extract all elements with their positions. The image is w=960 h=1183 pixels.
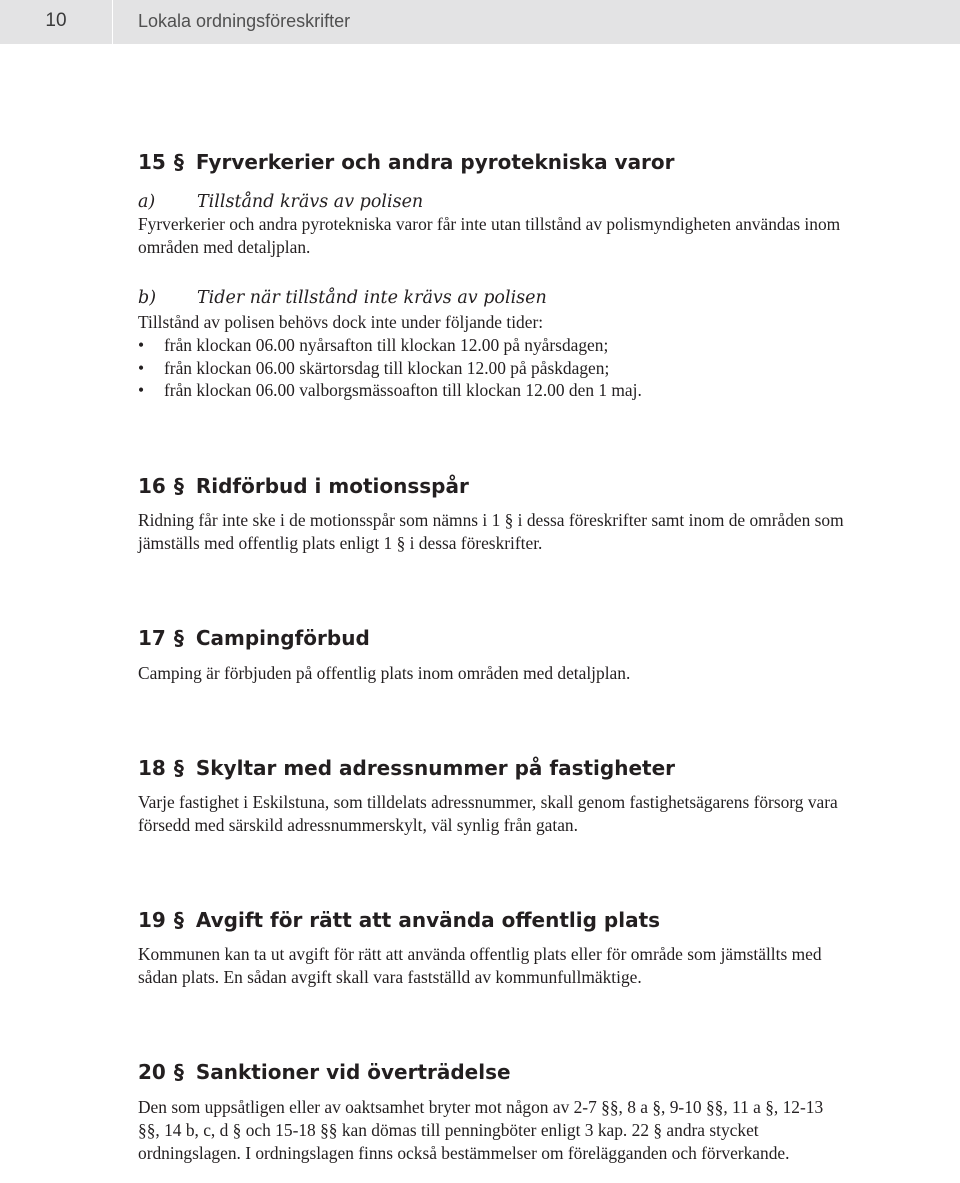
- section-sign: §: [173, 756, 184, 780]
- section-16-text: Ridning får inte ske i de motionsspår som nämns i 1 § i dessa föreskrifter samt inom de områden som jämställs med offentlig plats enligt 1 § i dessa föreskrifter.: [138, 510, 844, 553]
- section-20-heading: [138, 1060, 511, 1084]
- section-sign: §: [173, 150, 184, 174]
- subsection-label: a): [138, 192, 156, 212]
- section-sign: §: [173, 474, 184, 498]
- list-item: [138, 334, 642, 357]
- page-header: [0, 0, 960, 44]
- section-number: 19: [138, 908, 166, 932]
- section-18-heading: [138, 756, 675, 780]
- list-item: [138, 379, 642, 402]
- subsection-b-heading: [138, 287, 547, 309]
- section-19-heading: [138, 908, 660, 932]
- list-item-text: från klockan 06.00 nyårsafton till klockan 12.00 på nyårsdagen;: [164, 335, 609, 355]
- bullet-icon: •: [138, 357, 145, 378]
- section-title: Skyltar med adressnummer på fastigheter: [195, 756, 676, 780]
- section-sign: §: [173, 908, 184, 932]
- subsection-title: Tider när tillstånd inte krävs av polisen: [197, 288, 547, 308]
- section-number: 20: [138, 1060, 166, 1084]
- section-sign: §: [173, 626, 184, 650]
- bullet-icon: •: [138, 335, 145, 355]
- section-17-heading: [138, 626, 370, 650]
- running-title: Lokala ordningsföreskrifter: [138, 11, 351, 31]
- section-title: Campingförbud: [195, 626, 370, 650]
- subsection-b-text: Tillstånd av polisen behövs dock inte under följande tider:: [138, 312, 544, 332]
- section-title: Avgift för rätt att använda offentlig plats: [195, 908, 661, 932]
- page-number: 10: [45, 10, 67, 31]
- subsection-a-heading: [138, 191, 423, 213]
- subsection-a-text: Fyrverkerier och andra pyrotekniska varor får inte utan tillstånd av polismyndigheten användas inom områden med detaljplan.: [138, 214, 841, 257]
- list-item: [138, 357, 642, 380]
- section-sign: §: [173, 1060, 184, 1084]
- header-divider: [112, 0, 113, 44]
- section-number: 18: [138, 756, 166, 780]
- section-20-text: Den som uppsåtligen eller av oaktsamhet bryter mot någon av 2-7 §§, 8 a §, 9-10 §§, 11 a §, 12-13 §§, 14 b, c, d § och 15-18 §§ kan dömas till penningböter enligt 3 kap. 22 § andra stycket ordningslagen. I ordningslagen finns också bestämmelser om förelägganden och förverkande.: [138, 1097, 824, 1163]
- section-18-text: Varje fastighet i Eskilstuna, som tilldelats adressnummer, skall genom fastighetsägarens försorg vara försedd med särskild adressnummerskylt, väl synlig från gatan.: [138, 792, 838, 835]
- section-title: Fyrverkerier och andra pyrotekniska varor: [195, 150, 675, 174]
- section-number: 16: [138, 474, 166, 498]
- subsection-title: Tillstånd krävs av polisen: [197, 192, 424, 212]
- list-item-text: från klockan 06.00 valborgsmässoafton till klockan 12.00 den 1 maj.: [164, 380, 642, 400]
- list-item-text: från klockan 06.00 skärtorsdag till klockan 12.00 på påskdagen;: [164, 357, 610, 378]
- section-19-text: Kommunen kan ta ut avgift för rätt att använda offentlig plats eller för område som jämställts med sådan plats. En sådan avgift skall vara fastställd av kommunfullmäktige.: [138, 944, 822, 987]
- section-number: 15: [138, 150, 166, 174]
- subsection-label: b): [138, 288, 157, 308]
- section-16-heading: [138, 474, 469, 498]
- section-title: Ridförbud i motionsspår: [195, 474, 469, 498]
- bullet-icon: •: [138, 380, 145, 400]
- section-15-heading: [138, 150, 675, 174]
- section-number: 17: [138, 626, 166, 650]
- section-17-text: Camping är förbjuden på offentlig plats inom områden med detaljplan.: [138, 663, 631, 683]
- tider-list: [138, 334, 642, 402]
- section-title: Sanktioner vid överträdelse: [195, 1060, 511, 1084]
